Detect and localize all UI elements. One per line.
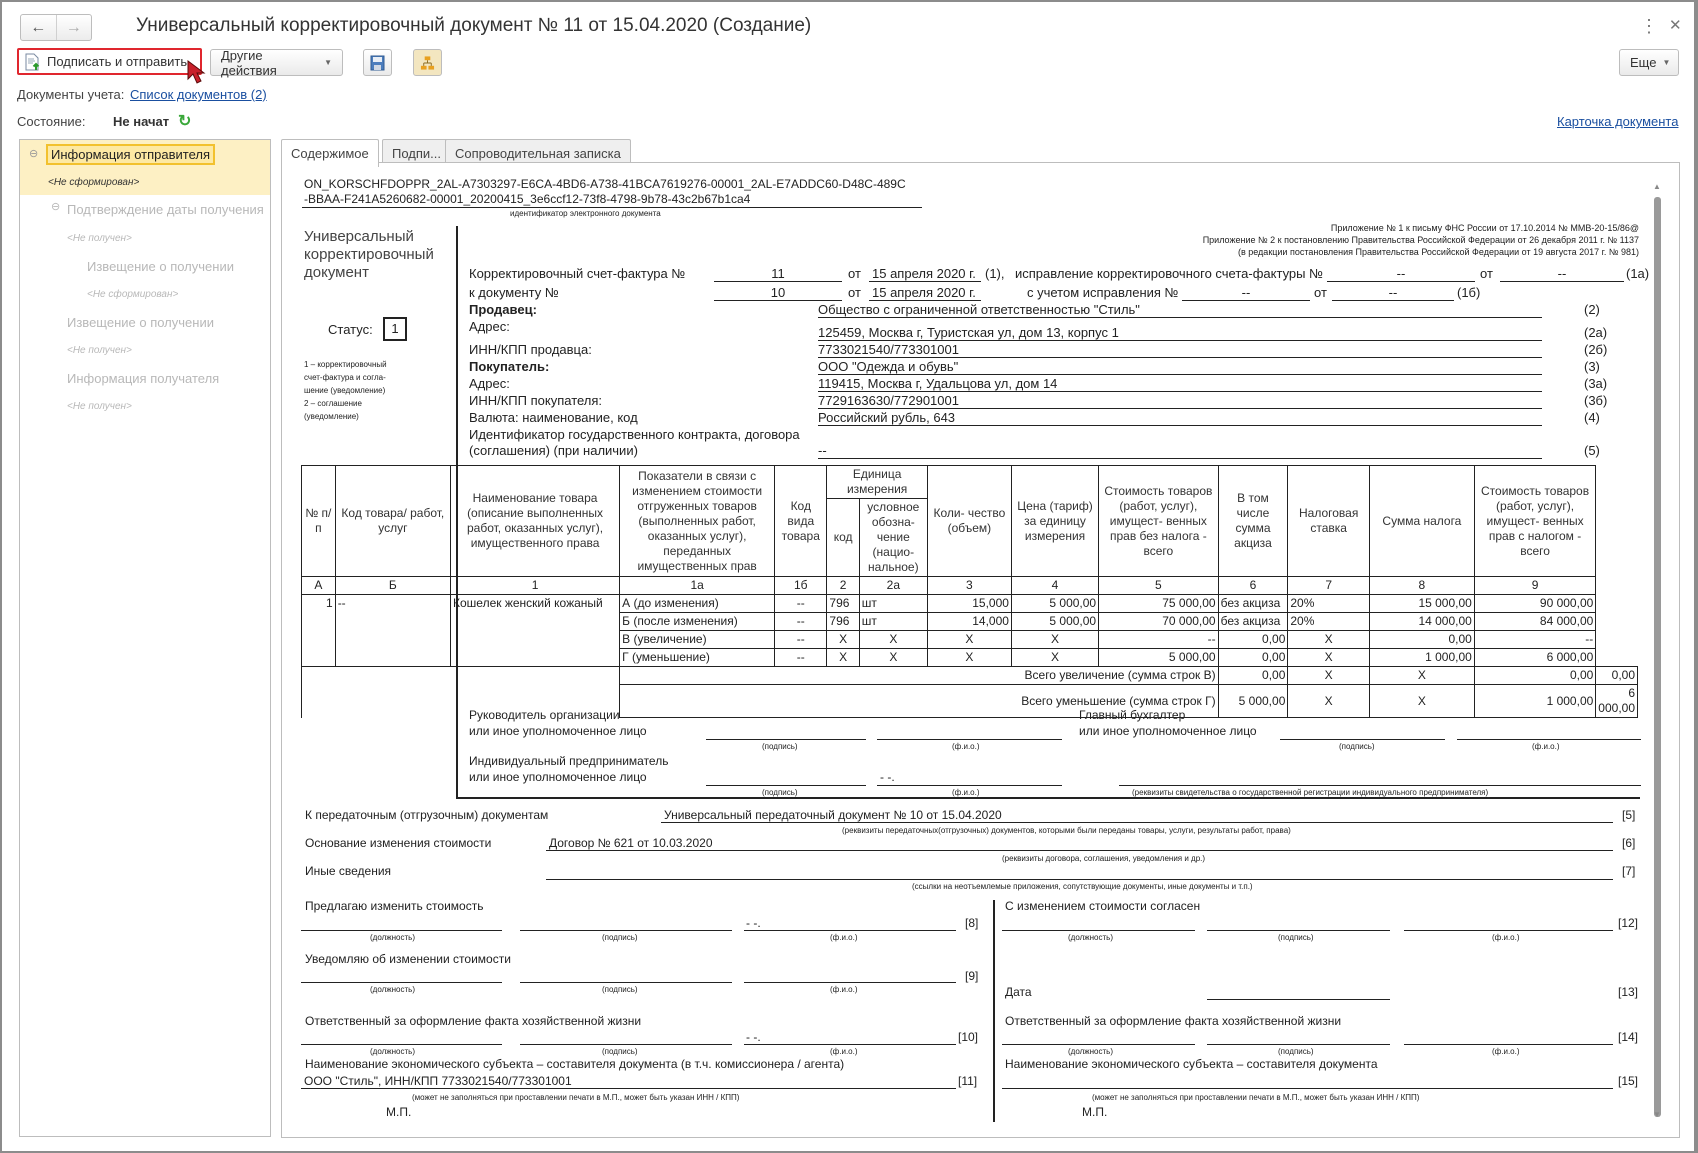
other-actions-label: Другие действия xyxy=(221,47,277,78)
appendix-2: Приложение № 2 к постановлению Правительства Российской Федерации от 26 декабря 2011 г. № 1137 xyxy=(1202,235,1639,245)
col-header: Код товара/ работ, услуг xyxy=(335,466,450,577)
divider xyxy=(993,900,995,1122)
buyer-address-code: (3а) xyxy=(1584,376,1608,391)
more-vertical-icon[interactable]: ⋮ xyxy=(1640,16,1658,36)
col-header: В том числе сумма акциза xyxy=(1218,466,1288,577)
table-cell: X xyxy=(927,631,1011,649)
vertical-scrollbar[interactable] xyxy=(1654,197,1661,1117)
table-cell: 796 xyxy=(827,613,859,631)
table-cell: X xyxy=(1369,685,1474,718)
more-button[interactable] xyxy=(1619,49,1679,76)
caption: (подпись) xyxy=(602,933,638,942)
caption: (подпись) xyxy=(1278,1047,1314,1056)
tree-item-status: <Не сформирован> xyxy=(87,289,179,300)
head-label: Руководитель организации xyxy=(469,708,620,722)
tree-item-receipt-notice-2[interactable]: Извещение о получении xyxy=(67,315,214,330)
ksf-label: Корректировочный счет-фактура № xyxy=(469,266,686,281)
signature-line xyxy=(1207,1044,1390,1045)
table-cell: X xyxy=(1288,685,1370,718)
totals-label: Всего увеличение (сумма строк В) xyxy=(620,667,1219,685)
seller-inn-label: ИНН/КПП продавца: xyxy=(469,342,592,357)
col-header: Коли- чество (объем) xyxy=(927,466,1011,577)
ot-label: от xyxy=(848,266,861,281)
caption: (ф.и.о.) xyxy=(952,742,980,751)
table-cell: X xyxy=(1288,631,1370,649)
transfer-code: [5] xyxy=(1622,808,1636,822)
sign-and-send-button[interactable] xyxy=(17,48,202,75)
ot-label: от xyxy=(1314,285,1327,300)
entity-label: Наименование экономического субъекта – составителя документа (в т.ч. комиссионера / агента) xyxy=(305,1057,845,1071)
table-cell: 1 000,00 xyxy=(1369,649,1474,667)
ip-fio: - -. xyxy=(880,770,895,784)
contract-code: (5) xyxy=(1584,443,1600,458)
fio-line xyxy=(744,1044,956,1045)
responsible2-label: Ответственный за оформление факта хозяйственной жизни xyxy=(1005,1014,1342,1028)
todoc-label: к документу № xyxy=(469,285,559,300)
accounting-docs-label: Документы учета: xyxy=(17,87,125,102)
tree-item-status: <Не получен> xyxy=(67,233,132,244)
status-note: 1 – корректировочный xyxy=(304,360,387,369)
col-header: Цена (тариф) за единицу измерения xyxy=(1011,466,1098,577)
ip-label: или иное уполномоченное лицо xyxy=(469,770,647,784)
save-icon xyxy=(370,55,385,71)
fio-line xyxy=(1404,1044,1613,1045)
currency-code: (4) xyxy=(1584,410,1600,425)
position-line xyxy=(1002,930,1195,931)
fio-line xyxy=(1457,739,1641,740)
tab-signatures[interactable]: Подпи... xyxy=(382,139,451,166)
doc-id-line1: ON_KORSCHFDOPPR_2AL-A7303297-E6CA-4BD6-A738-41BCA7619276-00001_2AL-E7ADDC60-D48C-489C xyxy=(304,177,906,191)
doc-id-caption: идентификатор электронного документа xyxy=(510,209,661,218)
table-cell: X xyxy=(1288,667,1370,685)
col-header: Сумма налога xyxy=(1369,466,1474,577)
table-cell: -- xyxy=(775,649,827,667)
table-cell: 796 xyxy=(827,595,859,613)
table-cell: -- xyxy=(775,595,827,613)
currency-value: Российский рубль, 643 xyxy=(818,410,1542,426)
other-info-code: [7] xyxy=(1622,864,1636,878)
buyer-inn-code: (3б) xyxy=(1584,393,1608,408)
doc-type-1: Универсальный xyxy=(304,228,414,245)
contract-label: Идентификатор государственного контракта, договора xyxy=(469,427,800,442)
table-cell: X xyxy=(927,649,1011,667)
table-cell: 6 000,00 xyxy=(1474,649,1595,667)
cell-item-name: Кошелек женский кожаный xyxy=(451,595,620,667)
tree-item-receipt-confirmation[interactable]: Подтверждение даты получения xyxy=(67,202,264,217)
table-cell: 0,00 xyxy=(1474,667,1595,685)
entity-value: ООО "Стиль", ИНН/КПП 7733021540/773301001 xyxy=(301,1074,956,1089)
fix-date: -- xyxy=(1500,266,1624,282)
table-cell: 14 000,00 xyxy=(1369,613,1474,631)
responsible-fio: - -. xyxy=(746,1030,761,1044)
status-note: 2 – соглашение xyxy=(304,399,362,408)
seller-address-code: (2а) xyxy=(1584,325,1608,340)
save-button[interactable] xyxy=(363,49,392,76)
buyer-value: ООО "Одежда и обувь" xyxy=(818,359,1542,375)
caption: (подпись) xyxy=(602,985,638,994)
table-row xyxy=(302,595,1638,613)
fio-line xyxy=(877,739,1062,740)
status-box: 1 xyxy=(383,317,407,341)
responsible-code: [10] xyxy=(958,1030,979,1044)
caption: (подпись) xyxy=(1339,742,1375,751)
state-label: Состояние: xyxy=(17,114,86,129)
caption: (ф.и.о.) xyxy=(830,1047,858,1056)
position-line xyxy=(301,930,502,931)
col-number: 4 xyxy=(1011,577,1098,595)
position-line xyxy=(301,982,502,983)
agree-code: [12] xyxy=(1618,916,1639,930)
col-number: 2 xyxy=(827,577,859,595)
table-cell: 0,00 xyxy=(1218,631,1288,649)
mouse-cursor-icon xyxy=(186,60,208,86)
col-header: условное обозна- чение (нацио- нальное) xyxy=(859,499,927,577)
caption: (подпись) xyxy=(762,742,798,751)
tree-item-sender-info[interactable]: Информация отправителя xyxy=(46,144,215,165)
signature-line xyxy=(520,982,732,983)
table-cell: 70 000,00 xyxy=(1099,613,1219,631)
caption: (должность) xyxy=(370,933,415,942)
tab-content[interactable]: Содержимое xyxy=(281,139,379,167)
col-header: № п/п xyxy=(302,466,336,577)
ip-requisites-line xyxy=(1119,785,1641,786)
fix-code: (1а) xyxy=(1626,266,1650,281)
table-cell: 15 000,00 xyxy=(1369,595,1474,613)
table-cell: 14,000 xyxy=(927,613,1011,631)
col-header: Стоимость товаров (работ, услуг), имущест- венных прав с налогом - всего xyxy=(1474,466,1595,577)
col-number: 3 xyxy=(927,577,1011,595)
propose-code: [8] xyxy=(965,916,979,930)
buyer-address-value: 119415, Москва г, Удальцова ул, дом 14 xyxy=(818,376,1542,392)
transfer-value: Универсальный передаточный документ № 10 от 15.04.2020 xyxy=(661,808,1613,823)
table-cell: шт xyxy=(859,613,927,631)
buyer-inn-value: 7729163630/772901001 xyxy=(818,393,1542,409)
todoc-fix-date: -- xyxy=(1332,285,1454,301)
stamp-label: М.П. xyxy=(1082,1105,1108,1119)
accountant-label: или иное уполномоченное лицо xyxy=(1079,724,1257,738)
cell-item-no: 1 xyxy=(302,595,336,667)
table-cell: 20% xyxy=(1288,595,1370,613)
back-arrow-icon[interactable]: ← xyxy=(30,18,47,36)
cell-item-code: -- xyxy=(335,595,450,667)
table-cell: 1 000,00 xyxy=(1474,685,1595,718)
table-cell: 5 000,00 xyxy=(1099,649,1219,667)
ip-label: Индивидуальный предприниматель xyxy=(469,754,669,768)
table-cell: -- xyxy=(1474,631,1595,649)
document-tree xyxy=(19,139,271,1137)
table-header-row xyxy=(302,466,1638,499)
caption: (должность) xyxy=(1068,1047,1113,1056)
col-number-row xyxy=(302,577,1638,595)
status-note: шение (уведомление) xyxy=(304,386,386,395)
document-upload-icon xyxy=(25,53,41,71)
document-card-link[interactable]: Карточка документа xyxy=(1557,114,1679,129)
table-cell: 0,00 xyxy=(1369,631,1474,649)
col-number: А xyxy=(302,577,336,595)
seller-code: (2) xyxy=(1584,302,1600,317)
caption: (ф.и.о.) xyxy=(952,788,980,797)
caption: (ф.и.о.) xyxy=(830,933,858,942)
entity2-line xyxy=(1002,1088,1613,1089)
table-cell: X xyxy=(827,649,859,667)
accountant-label: Главный бухгалтер xyxy=(1079,708,1186,722)
table-cell: 6 000,00 xyxy=(1596,685,1638,718)
table-cell: 75 000,00 xyxy=(1099,595,1219,613)
totals-label: Всего уменьшение (сумма строк Г) xyxy=(620,685,1219,718)
signature-line xyxy=(520,930,732,931)
other-info-note: (ссылки на неотъемлемые приложения, сопутствующие документы, иные документы и т.п.) xyxy=(912,882,1253,891)
tab-cover-note[interactable]: Сопроводительная записка xyxy=(445,139,631,166)
forward-arrow-icon[interactable]: → xyxy=(56,15,92,40)
propose-label: Предлагаю изменить стоимость xyxy=(305,899,484,913)
table-cell: X xyxy=(827,631,859,649)
caption: (должность) xyxy=(370,985,415,994)
col-header: Налоговая ставка xyxy=(1288,466,1370,577)
buyer-address-label: Адрес: xyxy=(469,376,510,391)
table-cell: Б (после изменения) xyxy=(620,613,775,631)
table-cell: 5 000,00 xyxy=(1011,595,1098,613)
status-note: (уведомление) xyxy=(304,412,359,421)
buyer-code: (3) xyxy=(1584,359,1600,374)
signature-line xyxy=(706,785,866,786)
table-cell: X xyxy=(1011,631,1098,649)
tree-item-receipt-notice[interactable]: Извещение о получении xyxy=(87,259,234,274)
col-number: 1 xyxy=(451,577,620,595)
date-code: [13] xyxy=(1618,985,1639,999)
table-cell: 90 000,00 xyxy=(1474,595,1595,613)
seller-inn-value: 7733021540/773301001 xyxy=(818,342,1542,358)
table-cell: 0,00 xyxy=(1218,667,1288,685)
caption: (ф.и.о.) xyxy=(1532,742,1560,751)
todoc-fix-label: с учетом исправления № xyxy=(1027,285,1179,300)
tree-item-recipient-info[interactable]: Информация получателя xyxy=(67,371,220,386)
transfer-label: К передаточным (отгрузочным) документам xyxy=(305,808,549,822)
other-info-line xyxy=(546,879,1613,880)
todoc-code: (1б) xyxy=(1457,285,1481,300)
tree-item-status: <Не получен> xyxy=(67,401,132,412)
signature-line xyxy=(1280,739,1445,740)
contract-label: (соглашения) (при наличии) xyxy=(469,443,638,458)
table-cell: 20% xyxy=(1288,613,1370,631)
signature-line xyxy=(520,1044,732,1045)
entity2-note: (может не заполняться при проставлении печати в М.П., может быть указан ИНН / КПП) xyxy=(1092,1093,1420,1102)
state-value: Не начат xyxy=(113,114,170,129)
col-header: Показатели в связи с изменением стоимости отгруженных товаров (выполненных работ, оказанных услуг), переданных имущественных прав xyxy=(620,466,775,577)
table-cell: 0,00 xyxy=(1218,649,1288,667)
col-header: Код вида товара xyxy=(775,466,827,577)
table-cell: 5 000,00 xyxy=(1011,613,1098,631)
todoc-date: 15 апреля 2020 г. xyxy=(869,285,981,301)
close-icon[interactable]: ✕ xyxy=(1669,17,1682,34)
caption: (должность) xyxy=(370,1047,415,1056)
col-number: 1б xyxy=(775,577,827,595)
position-line xyxy=(1002,1044,1195,1045)
responsible-label: Ответственный за оформление факта хозяйственной жизни xyxy=(305,1014,642,1028)
collapse-icon[interactable]: ⊖ xyxy=(51,201,61,213)
ksf-date: 15 апреля 2020 г. xyxy=(869,266,981,282)
window-title: Универсальный корректировочный документ № 11 от 15.04.2020 (Создание) xyxy=(136,15,812,36)
entity-code: [11] xyxy=(958,1074,978,1088)
table-cell: X xyxy=(859,649,927,667)
caption: (ф.и.о.) xyxy=(1492,933,1520,942)
table-cell: -- xyxy=(1099,631,1219,649)
col-number: 5 xyxy=(1099,577,1219,595)
fio-line xyxy=(1404,930,1613,931)
caption: (ф.и.о.) xyxy=(1492,1047,1520,1056)
currency-label: Валюта: наименование, код xyxy=(469,410,638,425)
appendix-1: Приложение № 1 к письму ФНС России от 17.10.2014 № ММВ-20-15/86@ xyxy=(1330,223,1639,233)
buyer-label: Покупатель: xyxy=(469,359,550,374)
position-line xyxy=(301,1044,502,1045)
basis-code: [6] xyxy=(1622,836,1636,850)
col-number: 1а xyxy=(620,577,775,595)
responsible2-code: [14] xyxy=(1618,1030,1639,1044)
table-cell: Г (уменьшение) xyxy=(620,649,775,667)
entity2-label: Наименование экономического субъекта – составителя документа xyxy=(1005,1057,1378,1071)
table-cell: 15,000 xyxy=(927,595,1011,613)
table-cell: X xyxy=(1288,649,1370,667)
col-header: код xyxy=(827,499,859,577)
table-cell: шт xyxy=(859,595,927,613)
entity2-code: [15] xyxy=(1618,1074,1639,1088)
col-number: 8 xyxy=(1369,577,1474,595)
divider xyxy=(456,797,1640,799)
table-cell: X xyxy=(859,631,927,649)
transfer-note: (реквизиты передаточных(отгрузочных) документов, которыми были переданы товары, услуги, результаты работ, права) xyxy=(842,826,1291,835)
caption: (подпись) xyxy=(602,1047,638,1056)
agree-label: С изменением стоимости согласен xyxy=(1005,899,1201,913)
contract-value: -- xyxy=(818,443,1542,459)
basis-value: Договор № 621 от 10.03.2020 xyxy=(546,836,1613,851)
signature-line xyxy=(706,739,866,740)
todoc-number: 10 xyxy=(714,285,842,301)
caption: (ф.и.о.) xyxy=(830,985,858,994)
dropdown-arrow-icon: ▼ xyxy=(324,58,332,67)
col-number: 6 xyxy=(1218,577,1288,595)
ksf-code: (1), xyxy=(985,266,1005,281)
other-actions-button[interactable] xyxy=(210,49,343,76)
seller-value: Общество с ограниченной ответственностью "Стиль" xyxy=(818,302,1542,318)
signature-line xyxy=(1207,930,1390,931)
status-label: Статус: xyxy=(328,322,373,337)
fix-label: исправление корректировочного счета-фактуры № xyxy=(1015,266,1324,281)
basis-note: (реквизиты договора, соглашения, уведомления и др.) xyxy=(1002,854,1206,863)
entity-note: (может не заполняться при проставлении печати в М.П., может быть указан ИНН / КПП) xyxy=(412,1093,740,1102)
date-line xyxy=(1207,999,1390,1000)
seller-address-label: Адрес: xyxy=(469,319,510,334)
col-header: Единица измерения xyxy=(827,466,927,499)
doc-type-3: документ xyxy=(304,264,369,281)
caption: (подпись) xyxy=(1278,933,1314,942)
scroll-up-icon[interactable]: ▲ xyxy=(1653,182,1661,191)
fio-line xyxy=(877,785,1062,786)
status-note: счет-фактура и согла- xyxy=(304,373,386,382)
underline xyxy=(302,207,922,208)
table-cell: В (увеличение) xyxy=(620,631,775,649)
col-number: 9 xyxy=(1474,577,1595,595)
table-cell: -- xyxy=(775,613,827,631)
table-cell: 5 000,00 xyxy=(1218,685,1288,718)
fio-line xyxy=(744,930,956,931)
documents-list-link[interactable]: Список документов (2) xyxy=(130,87,267,102)
notify-label: Уведомляю об изменении стоимости xyxy=(305,952,511,966)
dropdown-arrow-icon: ▼ xyxy=(1662,58,1671,67)
caption: (должность) xyxy=(1068,933,1113,942)
propose-fio: - -. xyxy=(746,916,761,930)
hierarchy-icon xyxy=(420,55,435,71)
appendix-3: (в редакции постановления Правительства Российской Федерации от 19 августа 2017 г. № 981) xyxy=(1237,247,1639,257)
doc-id-line2: -BBAA-F241A5260682-00001_20200415_3e6ccf12-73f8-4798-9b78-43c2b67b1ca4 xyxy=(304,192,751,206)
table-cell: 84 000,00 xyxy=(1474,613,1595,631)
table-cell: X xyxy=(1011,649,1098,667)
table-cell: X xyxy=(1369,667,1474,685)
sign-and-send-label: Подписать и отправить xyxy=(47,54,188,69)
col-number: 2а xyxy=(859,577,927,595)
more-label: Еще xyxy=(1630,55,1657,70)
ksf-number: 11 xyxy=(714,266,842,282)
table-cell: без акциза xyxy=(1218,595,1288,613)
tree-item-status: <Не сформирован> xyxy=(48,177,140,188)
table-cell: 0,00 xyxy=(1596,667,1638,685)
structure-button[interactable] xyxy=(413,49,442,76)
head-label: или иное уполномоченное лицо xyxy=(469,724,647,738)
caption: (подпись) xyxy=(762,788,798,797)
blank-cell xyxy=(302,667,620,685)
table-cell: -- xyxy=(775,631,827,649)
doc-type-2: корректировочный xyxy=(304,246,434,263)
notify-code: [9] xyxy=(965,969,979,983)
fio-line xyxy=(744,982,956,983)
seller-label: Продавец: xyxy=(469,302,537,317)
collapse-icon[interactable]: ⊖ xyxy=(29,148,39,160)
col-header: Наименование товара (описание выполненных работ, оказанных услуг), имущественного права xyxy=(451,466,620,577)
col-number: Б xyxy=(335,577,450,595)
scroll-down-icon[interactable]: ▼ xyxy=(1653,1110,1661,1119)
basis-label: Основание изменения стоимости xyxy=(305,836,492,850)
date-label: Дата xyxy=(1005,985,1032,999)
nav-buttons xyxy=(20,14,92,41)
items-table xyxy=(301,465,1638,718)
other-info-label: Иные сведения xyxy=(305,864,392,878)
col-number: 7 xyxy=(1288,577,1370,595)
caption: (реквизиты свидетельства о государственной регистрации индивидуального предпринимателя) xyxy=(1132,788,1489,797)
fix-number: -- xyxy=(1327,266,1475,282)
table-cell: без акциза xyxy=(1218,613,1288,631)
stamp-label: М.П. xyxy=(386,1105,412,1119)
seller-address-value: 125459, Москва г, Туристская ул, дом 13, корпус 1 xyxy=(818,325,1542,341)
seller-inn-code: (2б) xyxy=(1584,342,1608,357)
table-cell: А (до изменения) xyxy=(620,595,775,613)
tree-item-status: <Не получен> xyxy=(67,345,132,356)
refresh-icon[interactable]: ↻ xyxy=(178,113,192,130)
todoc-fix-number: -- xyxy=(1182,285,1310,301)
ot-label: от xyxy=(1480,266,1493,281)
col-header: Стоимость товаров (работ, услуг), имущест- венных прав без налога - всего xyxy=(1099,466,1219,577)
totals-row xyxy=(302,667,1638,685)
buyer-inn-label: ИНН/КПП покупателя: xyxy=(469,393,603,408)
ot-label: от xyxy=(848,285,861,300)
